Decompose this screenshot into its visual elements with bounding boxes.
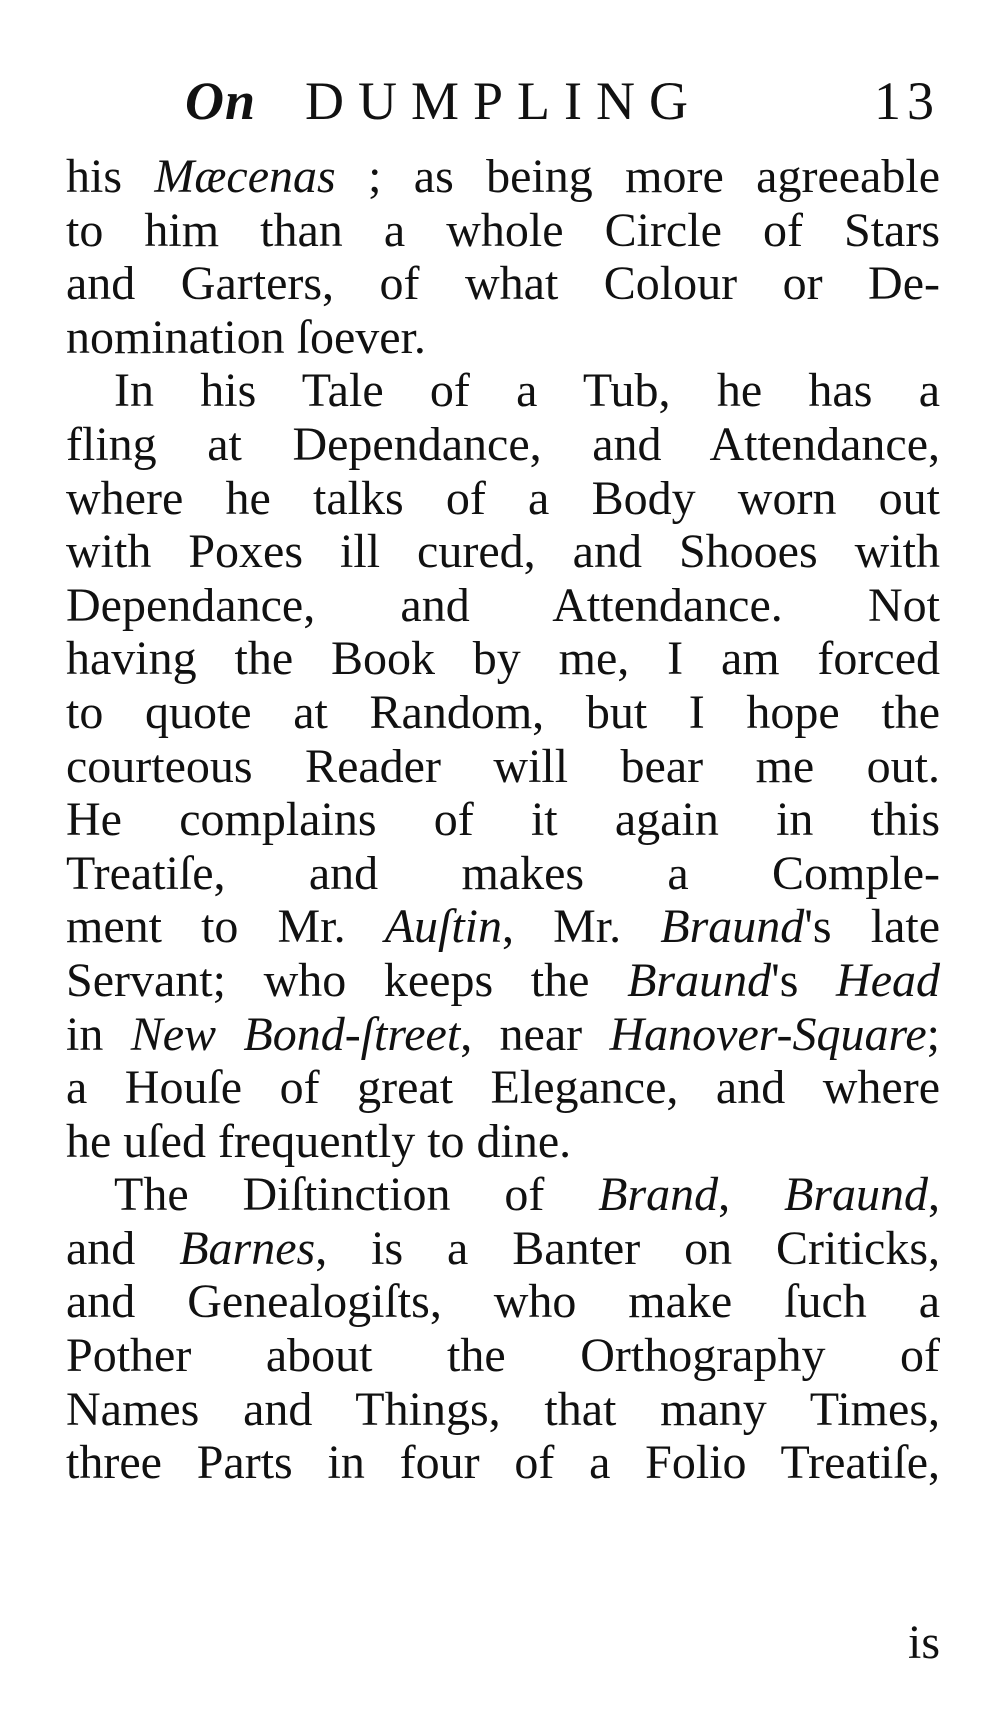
text-line (66, 418, 940, 472)
text-segment: he uſed frequently to dine. (66, 1114, 572, 1168)
text-line (66, 1168, 940, 1222)
text-segment: to quote at Random, but I hope the (66, 685, 940, 739)
text-line (66, 1222, 940, 1276)
text-segment: Auſtin (384, 900, 503, 954)
text-segment: Head (836, 953, 941, 1007)
text-line (66, 900, 940, 954)
text-line (66, 472, 940, 526)
text-line (66, 954, 940, 1008)
text-segment: 's (771, 953, 837, 1007)
text-segment: New Bond-ſtreet (130, 1007, 461, 1061)
text-line (66, 1329, 940, 1383)
text-line (66, 311, 940, 365)
text-segment: Dependance, and Attendance. Not (66, 578, 940, 632)
text-segment: and Garters, of what Colour or De- (66, 257, 940, 311)
text-segment: Barnes (179, 1221, 316, 1275)
text-line (66, 1275, 940, 1329)
text-segment: having the Book by me, I am forced (66, 632, 940, 686)
text-line (66, 740, 940, 794)
text-segment: Braund (784, 1168, 929, 1222)
text-segment: where he talks of a Body worn out (66, 471, 940, 525)
running-head-title: DUMPLING (305, 71, 703, 131)
text-segment: Brand (598, 1168, 719, 1222)
text-segment: , near (460, 1007, 610, 1061)
body-text (66, 150, 940, 1490)
text-segment: , (718, 1168, 785, 1222)
text-segment: He complains of it again in this (66, 793, 940, 847)
text-segment: Servant; who keeps the (66, 953, 628, 1007)
text-segment: Mæcenas (154, 150, 336, 203)
text-line (66, 793, 940, 847)
text-line (66, 686, 940, 740)
text-segment: and Genealogiſts, who make ſuch a (66, 1275, 940, 1329)
text-segment: with Poxes ill cured, and Shooes with (66, 525, 940, 579)
page-number: 13 (874, 71, 940, 131)
text-segment: and (66, 1221, 180, 1275)
text-line (66, 204, 940, 258)
running-head (185, 70, 940, 150)
text-line (66, 525, 940, 579)
text-segment: , is a Banter on Criticks, (315, 1221, 940, 1275)
text-segment: a Houſe of great Elegance, and where (66, 1061, 940, 1115)
text-line (66, 150, 940, 204)
text-segment: Treatiſe, and makes a Comple- (66, 846, 940, 900)
text-segment: , Mr. (502, 900, 661, 954)
text-segment: Pother about the Orthography of (66, 1329, 940, 1383)
text-segment: Braund (627, 953, 772, 1007)
text-segment: ; (926, 1007, 940, 1061)
running-head-prefix: On (185, 71, 257, 131)
text-segment: ; as being more agreeable (335, 150, 940, 203)
catchword: is (907, 1616, 940, 1669)
text-segment: nomination ſoever. (66, 310, 426, 364)
text-line (66, 1383, 940, 1437)
text-segment: Hanover-Square (609, 1007, 927, 1061)
text-segment: Braund (660, 900, 805, 954)
text-line (66, 364, 940, 418)
text-line (66, 1008, 940, 1062)
text-segment: , (928, 1168, 941, 1222)
text-segment: Names and Things, that many Times, (66, 1382, 940, 1436)
text-segment: The Diſtinction of (114, 1168, 599, 1222)
text-line (66, 1436, 940, 1490)
text-line (66, 847, 940, 901)
text-segment: in (66, 1007, 131, 1061)
text-segment: ment to Mr. (66, 900, 385, 954)
text-line (66, 1115, 940, 1169)
text-line (66, 579, 940, 633)
text-segment: three Parts in four of a Folio Treatiſe, (66, 1436, 940, 1490)
text-segment: 's late (804, 900, 941, 954)
text-segment: courteous Reader will bear me out. (66, 739, 940, 793)
text-line (66, 1061, 940, 1115)
text-line (66, 257, 940, 311)
text-segment: to him than a whole Circle of Stars (66, 203, 940, 257)
text-segment: In his Tale of a Tub, he has a (114, 364, 940, 418)
text-segment: his (66, 150, 155, 203)
text-segment: fling at Dependance, and Attendance, (66, 417, 940, 471)
text-line (66, 632, 940, 686)
